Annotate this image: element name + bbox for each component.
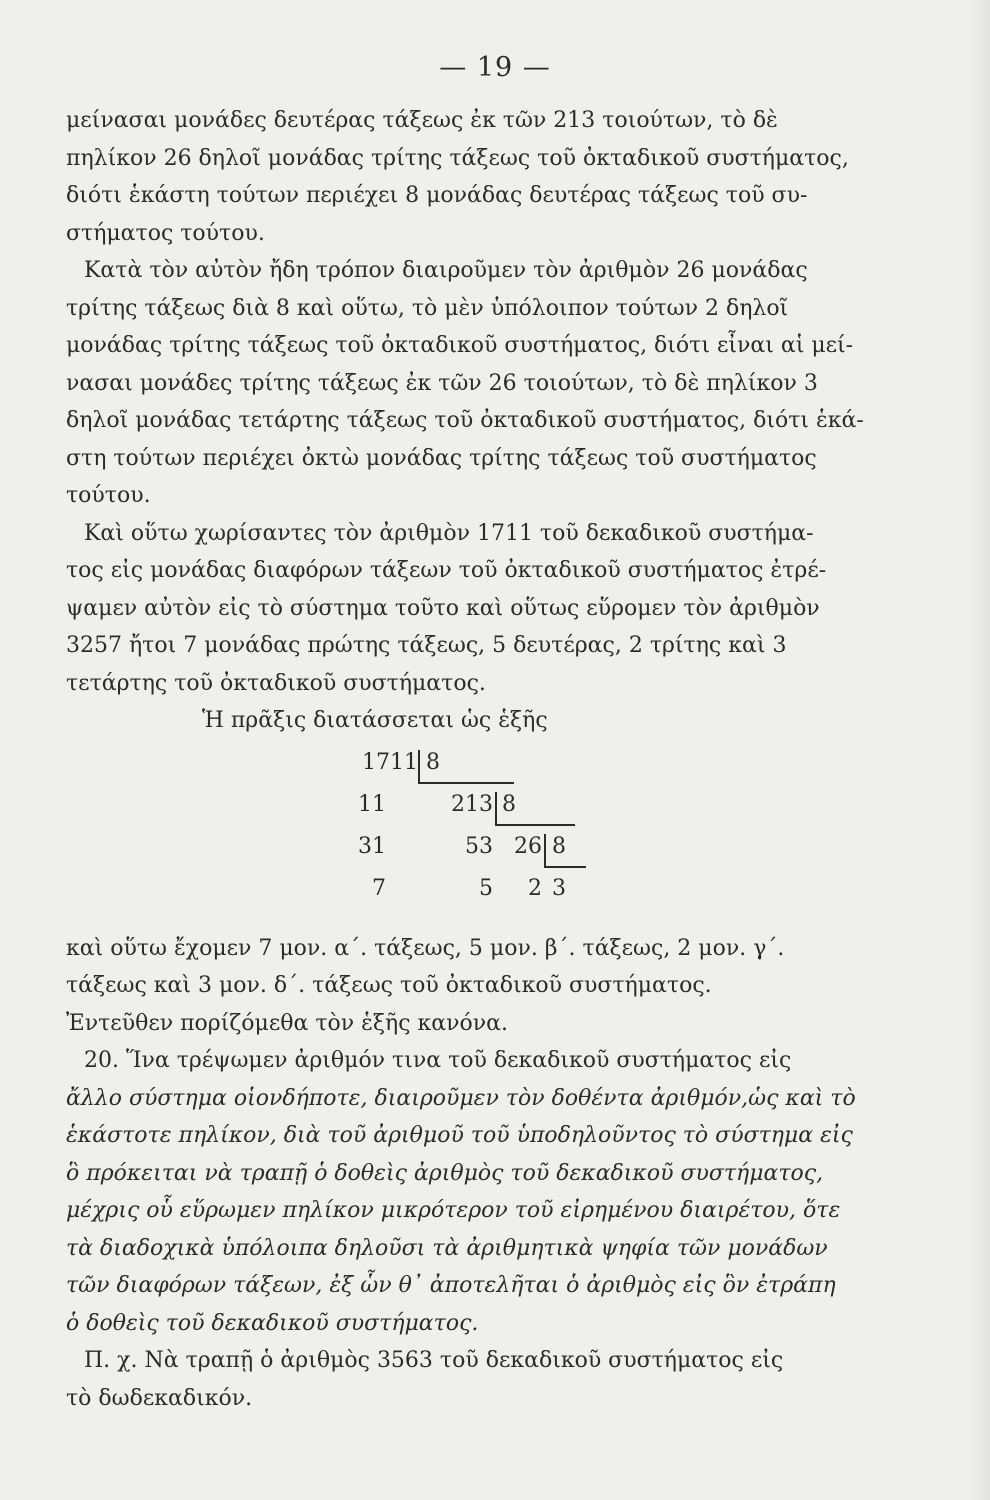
text-line: πηλίκον 26 δηλοῖ μονάδας τρίτης τάξεως τοῦ ὀκταδικοῦ συστήματος,: [66, 145, 849, 171]
section-heading: 20. Ἵνα τρέψωμεν ἀριθμόν τινα τοῦ δεκαδικοῦ συστήματος εἰς: [84, 1048, 792, 1073]
division-number: 2: [528, 875, 542, 901]
text-line: μέχρις οὗ εὕρωμεν πηλίκον μικρότερον τοῦ εἰρημένου διαιρέτου, ὅτε: [66, 1198, 841, 1223]
division-number: 31: [358, 833, 386, 859]
text-line: στη τούτων περιέχει ὀκτὼ μονάδας τρίτης τάξεως τοῦ συστήματος: [66, 445, 817, 471]
division-number: 3: [552, 875, 566, 901]
text-line: ὁ δοθεὶς τοῦ δεκαδικοῦ συστήματος.: [66, 1310, 479, 1336]
text-line: ἄλλο σύστημα οἱονδήποτε, διαιροῦμεν τὸν δοθέντα ἀριθμόν,ὡς καὶ τὸ: [66, 1085, 856, 1111]
division-number: 8: [552, 833, 566, 859]
text-line: 3257 ἤτοι 7 μονάδας πρώτης τάξεως, 5 δευτέρας, 2 τρίτης καὶ 3: [66, 633, 787, 658]
division-bar: [418, 782, 514, 784]
text-line: τῶν διαφόρων τάξεων, ἐξ ὧν θ᾽ ἀποτελῆται ὁ ἀριθμὸς εἰς ὃν ἐτράπη: [66, 1273, 836, 1298]
division-bar: [495, 792, 497, 824]
text-line: ψαμεν αὐτὸν εἰς τὸ σύστημα τοῦτο καὶ οὕτως εὕρομεν τὸν ἀριθμὸν: [66, 595, 820, 621]
text-line: τρίτης τάξεως διὰ 8 καὶ οὕτω, τὸ μὲν ὑπόλοιπον τούτων 2 δηλοῖ: [66, 295, 789, 321]
text-line: τούτου.: [66, 483, 151, 508]
division-bar: [418, 750, 420, 782]
text-line: Καὶ οὕτω χωρίσαντες τὸν ἀριθμὸν 1711 τοῦ δεκαδικοῦ συστήμα-: [84, 520, 814, 546]
division-number: 8: [426, 749, 440, 775]
text-line: δηλοῖ μονάδας τετάρτης τάξεως τοῦ ὀκταδικοῦ συστήματος, διότι ἑκά-: [66, 408, 864, 433]
text-line: τὰ διαδοχικὰ ὑπόλοιπα δηλοῦσι τὰ ἀριθμητικὰ ψηφία τῶν μονάδων: [66, 1235, 828, 1261]
text-line: μονάδας τρίτης τάξεως τοῦ ὀκταδικοῦ συστήματος, διότι εἶναι αἱ μεί-: [66, 333, 854, 358]
division-bar: [544, 866, 586, 868]
text-line: στήματος τούτου.: [66, 220, 265, 246]
division-bar: [495, 824, 575, 826]
text-line: ὃ πρόκειται νὰ τραπῇ ὁ δοθεὶς ἀριθμὸς τοῦ δεκαδικοῦ συστήματος,: [66, 1160, 824, 1186]
text-line: Κατὰ τὸν αὐτὸν ἤδη τρόπον διαιροῦμεν τὸν ἀριθμὸν 26 μονάδας: [84, 258, 808, 283]
text-line: ἑκάστοτε πηλίκον, διὰ τοῦ ἀριθμοῦ τοῦ ὑποδηλοῦντος τὸ σύστημα εἰς: [66, 1123, 853, 1148]
text-line: τετάρτης τοῦ ὀκταδικοῦ συστήματος.: [66, 670, 486, 696]
text-line: Ἡ πρᾶξις διατάσσεται ὡς ἑξῆς: [202, 708, 548, 733]
text-line: διότι ἑκάστη τούτων περιέχει 8 μονάδας δευτέρας τάξεως τοῦ συ-: [66, 183, 808, 208]
body-text: [66, 102, 886, 1417]
division-number: 7: [372, 875, 386, 901]
division-number: 8: [502, 791, 516, 817]
division-number: 53: [465, 833, 493, 859]
division-number: 11: [358, 791, 386, 817]
text-line: καὶ οὕτω ἔχομεν 7 μον. α΄. τάξεως, 5 μον. β΄. τάξεως, 2 μον. γ΄.: [66, 935, 785, 961]
division-bar: [544, 834, 546, 866]
text-line: τάξεως καὶ 3 μον. δ΄. τάξεως τοῦ ὀκταδικοῦ συστήματος.: [66, 973, 712, 998]
page-number: — 19 —: [439, 52, 551, 83]
text-line: νασαι μονάδες τρίτης τάξεως ἐκ τῶν 26 τοιούτων, τὸ δὲ πηλίκον 3: [66, 370, 818, 396]
division-number: 26: [514, 833, 542, 859]
text-line: Π. χ. Νὰ τραπῇ ὁ ἀριθμὸς 3563 τοῦ δεκαδικοῦ συστήματος εἰς: [84, 1348, 784, 1373]
text-line: μείνασαι μονάδες δευτέρας τάξεως ἐκ τῶν 213 τοιούτων, τὸ δὲ: [66, 108, 778, 133]
text-line: Ἐντεῦθεν πορίζόμεθα τὸν ἑξῆς κανόνα.: [66, 1010, 508, 1036]
division-number: 213: [451, 791, 493, 817]
long-division: [66, 740, 886, 930]
division-number: 5: [479, 875, 493, 901]
page-edge-shadow: [968, 0, 990, 1500]
text-line: τὸ δωδεκαδικόν.: [66, 1385, 253, 1411]
division-number: 1711: [362, 749, 418, 775]
text-line: τος εἰς μονάδας διαφόρων τάξεων τοῦ ὀκταδικοῦ συστήματος ἐτρέ-: [66, 558, 827, 583]
